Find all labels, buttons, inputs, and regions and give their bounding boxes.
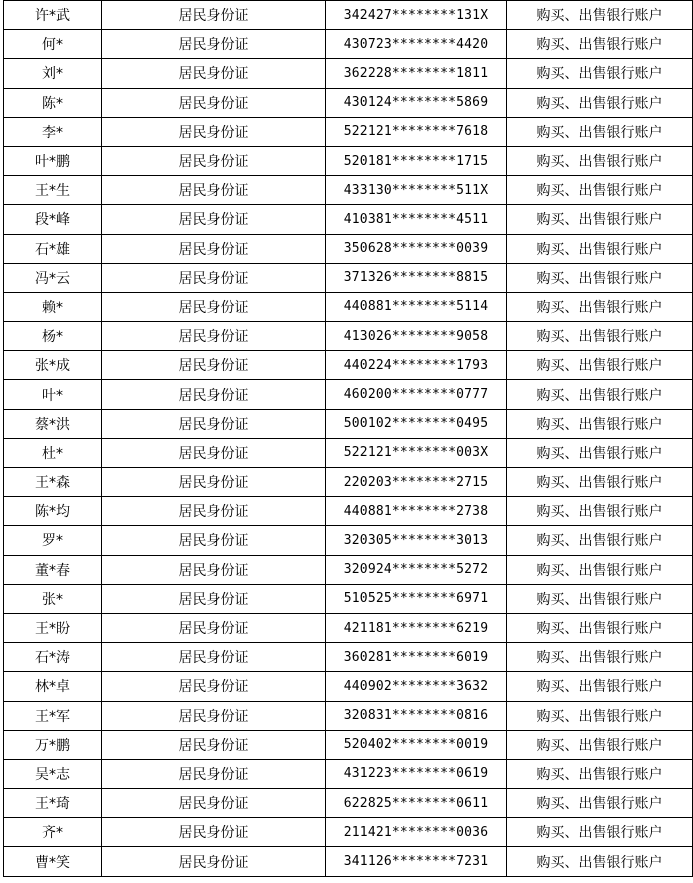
id-number-cell: 520181********1715 xyxy=(326,146,507,175)
person-name-cell: 杜* xyxy=(4,438,102,467)
reason-cell: 购买、出售银行账户 xyxy=(507,555,693,584)
person-name-cell: 张*成 xyxy=(4,351,102,380)
record-table-body xyxy=(4,1,693,877)
id-type-cell: 居民身份证 xyxy=(102,759,326,788)
reason-cell: 购买、出售银行账户 xyxy=(507,263,693,292)
id-type-cell: 居民身份证 xyxy=(102,643,326,672)
reason-cell: 购买、出售银行账户 xyxy=(507,380,693,409)
table-row xyxy=(4,88,693,117)
table-row xyxy=(4,497,693,526)
record-table xyxy=(3,0,693,877)
id-number-cell: 320831********0816 xyxy=(326,701,507,730)
table-row xyxy=(4,526,693,555)
id-type-cell: 居民身份证 xyxy=(102,117,326,146)
person-name-cell: 杨* xyxy=(4,322,102,351)
id-number-cell: 440224********1793 xyxy=(326,351,507,380)
id-type-cell: 居民身份证 xyxy=(102,584,326,613)
id-type-cell: 居民身份证 xyxy=(102,292,326,321)
table-row xyxy=(4,1,693,30)
id-number-cell: 220203********2715 xyxy=(326,468,507,497)
person-name-cell: 王*琦 xyxy=(4,789,102,818)
id-number-cell: 510525********6971 xyxy=(326,584,507,613)
id-type-cell: 居民身份证 xyxy=(102,818,326,847)
person-name-cell: 赖* xyxy=(4,292,102,321)
id-type-cell: 居民身份证 xyxy=(102,555,326,584)
id-number-cell: 522121********003X xyxy=(326,438,507,467)
reason-cell: 购买、出售银行账户 xyxy=(507,818,693,847)
table-row xyxy=(4,30,693,59)
person-name-cell: 何* xyxy=(4,30,102,59)
table-row xyxy=(4,380,693,409)
id-type-cell: 居民身份证 xyxy=(102,789,326,818)
table-row xyxy=(4,584,693,613)
table-row xyxy=(4,234,693,263)
person-name-cell: 罗* xyxy=(4,526,102,555)
id-type-cell: 居民身份证 xyxy=(102,468,326,497)
reason-cell: 购买、出售银行账户 xyxy=(507,30,693,59)
person-name-cell: 齐* xyxy=(4,818,102,847)
id-number-cell: 522121********7618 xyxy=(326,117,507,146)
id-number-cell: 211421********0036 xyxy=(326,818,507,847)
reason-cell: 购买、出售银行账户 xyxy=(507,205,693,234)
person-name-cell: 冯*云 xyxy=(4,263,102,292)
person-name-cell: 王*盼 xyxy=(4,613,102,642)
person-name-cell: 许*武 xyxy=(4,1,102,30)
id-number-cell: 320924********5272 xyxy=(326,555,507,584)
table-row xyxy=(4,672,693,701)
reason-cell: 购买、出售银行账户 xyxy=(507,672,693,701)
reason-cell: 购买、出售银行账户 xyxy=(507,497,693,526)
id-number-cell: 440902********3632 xyxy=(326,672,507,701)
table-row xyxy=(4,730,693,759)
table-row xyxy=(4,818,693,847)
id-number-cell: 431223********0619 xyxy=(326,759,507,788)
id-number-cell: 350628********0039 xyxy=(326,234,507,263)
person-name-cell: 刘* xyxy=(4,59,102,88)
id-type-cell: 居民身份证 xyxy=(102,30,326,59)
id-type-cell: 居民身份证 xyxy=(102,59,326,88)
reason-cell: 购买、出售银行账户 xyxy=(507,789,693,818)
table-row xyxy=(4,701,693,730)
person-name-cell: 叶*鹏 xyxy=(4,146,102,175)
person-name-cell: 陈*均 xyxy=(4,497,102,526)
id-type-cell: 居民身份证 xyxy=(102,672,326,701)
id-number-cell: 421181********6219 xyxy=(326,613,507,642)
id-number-cell: 430723********4420 xyxy=(326,30,507,59)
id-number-cell: 371326********8815 xyxy=(326,263,507,292)
id-number-cell: 500102********0495 xyxy=(326,409,507,438)
reason-cell: 购买、出售银行账户 xyxy=(507,176,693,205)
id-number-cell: 460200********0777 xyxy=(326,380,507,409)
reason-cell: 购买、出售银行账户 xyxy=(507,438,693,467)
id-type-cell: 居民身份证 xyxy=(102,701,326,730)
reason-cell: 购买、出售银行账户 xyxy=(507,1,693,30)
id-type-cell: 居民身份证 xyxy=(102,263,326,292)
id-number-cell: 410381********4511 xyxy=(326,205,507,234)
id-number-cell: 342427********131X xyxy=(326,1,507,30)
table-row xyxy=(4,292,693,321)
id-type-cell: 居民身份证 xyxy=(102,497,326,526)
id-number-cell: 440881********2738 xyxy=(326,497,507,526)
reason-cell: 购买、出售银行账户 xyxy=(507,146,693,175)
table-row xyxy=(4,438,693,467)
id-number-cell: 430124********5869 xyxy=(326,88,507,117)
id-type-cell: 居民身份证 xyxy=(102,88,326,117)
id-type-cell: 居民身份证 xyxy=(102,234,326,263)
table-row xyxy=(4,176,693,205)
id-number-cell: 440881********5114 xyxy=(326,292,507,321)
table-row xyxy=(4,555,693,584)
table-row xyxy=(4,789,693,818)
reason-cell: 购买、出售银行账户 xyxy=(507,234,693,263)
id-type-cell: 居民身份证 xyxy=(102,176,326,205)
reason-cell: 购买、出售银行账户 xyxy=(507,643,693,672)
id-type-cell: 居民身份证 xyxy=(102,613,326,642)
person-name-cell: 石*雄 xyxy=(4,234,102,263)
reason-cell: 购买、出售银行账户 xyxy=(507,847,693,876)
table-row xyxy=(4,351,693,380)
table-row xyxy=(4,263,693,292)
table-row xyxy=(4,613,693,642)
person-name-cell: 段*峰 xyxy=(4,205,102,234)
id-type-cell: 居民身份证 xyxy=(102,322,326,351)
person-name-cell: 王*森 xyxy=(4,468,102,497)
reason-cell: 购买、出售银行账户 xyxy=(507,468,693,497)
reason-cell: 购买、出售银行账户 xyxy=(507,322,693,351)
person-name-cell: 陈* xyxy=(4,88,102,117)
id-number-cell: 433130********511X xyxy=(326,176,507,205)
reason-cell: 购买、出售银行账户 xyxy=(507,409,693,438)
id-type-cell: 居民身份证 xyxy=(102,380,326,409)
person-name-cell: 王*军 xyxy=(4,701,102,730)
reason-cell: 购买、出售银行账户 xyxy=(507,584,693,613)
reason-cell: 购买、出售银行账户 xyxy=(507,701,693,730)
id-number-cell: 362228********1811 xyxy=(326,59,507,88)
person-name-cell: 万*鹏 xyxy=(4,730,102,759)
reason-cell: 购买、出售银行账户 xyxy=(507,117,693,146)
id-number-cell: 413026********9058 xyxy=(326,322,507,351)
reason-cell: 购买、出售银行账户 xyxy=(507,759,693,788)
person-name-cell: 蔡*洪 xyxy=(4,409,102,438)
person-name-cell: 叶* xyxy=(4,380,102,409)
id-type-cell: 居民身份证 xyxy=(102,730,326,759)
person-name-cell: 董*春 xyxy=(4,555,102,584)
person-name-cell: 石*涛 xyxy=(4,643,102,672)
id-type-cell: 居民身份证 xyxy=(102,847,326,876)
id-type-cell: 居民身份证 xyxy=(102,409,326,438)
table-row xyxy=(4,468,693,497)
id-type-cell: 居民身份证 xyxy=(102,1,326,30)
table-row xyxy=(4,322,693,351)
reason-cell: 购买、出售银行账户 xyxy=(507,59,693,88)
id-type-cell: 居民身份证 xyxy=(102,205,326,234)
id-number-cell: 320305********3013 xyxy=(326,526,507,555)
reason-cell: 购买、出售银行账户 xyxy=(507,351,693,380)
reason-cell: 购买、出售银行账户 xyxy=(507,88,693,117)
id-type-cell: 居民身份证 xyxy=(102,146,326,175)
id-number-cell: 360281********6019 xyxy=(326,643,507,672)
id-number-cell: 520402********0019 xyxy=(326,730,507,759)
person-name-cell: 曹*笑 xyxy=(4,847,102,876)
id-type-cell: 居民身份证 xyxy=(102,526,326,555)
id-number-cell: 622825********0611 xyxy=(326,789,507,818)
table-row xyxy=(4,409,693,438)
table-row xyxy=(4,59,693,88)
id-type-cell: 居民身份证 xyxy=(102,438,326,467)
reason-cell: 购买、出售银行账户 xyxy=(507,730,693,759)
table-row xyxy=(4,146,693,175)
person-name-cell: 李* xyxy=(4,117,102,146)
person-name-cell: 林*卓 xyxy=(4,672,102,701)
table-row xyxy=(4,205,693,234)
table-row xyxy=(4,643,693,672)
table-row xyxy=(4,759,693,788)
id-number-cell: 341126********7231 xyxy=(326,847,507,876)
person-name-cell: 张* xyxy=(4,584,102,613)
reason-cell: 购买、出售银行账户 xyxy=(507,613,693,642)
person-name-cell: 吴*志 xyxy=(4,759,102,788)
id-type-cell: 居民身份证 xyxy=(102,351,326,380)
reason-cell: 购买、出售银行账户 xyxy=(507,526,693,555)
person-name-cell: 王*生 xyxy=(4,176,102,205)
table-row xyxy=(4,847,693,876)
table-row xyxy=(4,117,693,146)
reason-cell: 购买、出售银行账户 xyxy=(507,292,693,321)
